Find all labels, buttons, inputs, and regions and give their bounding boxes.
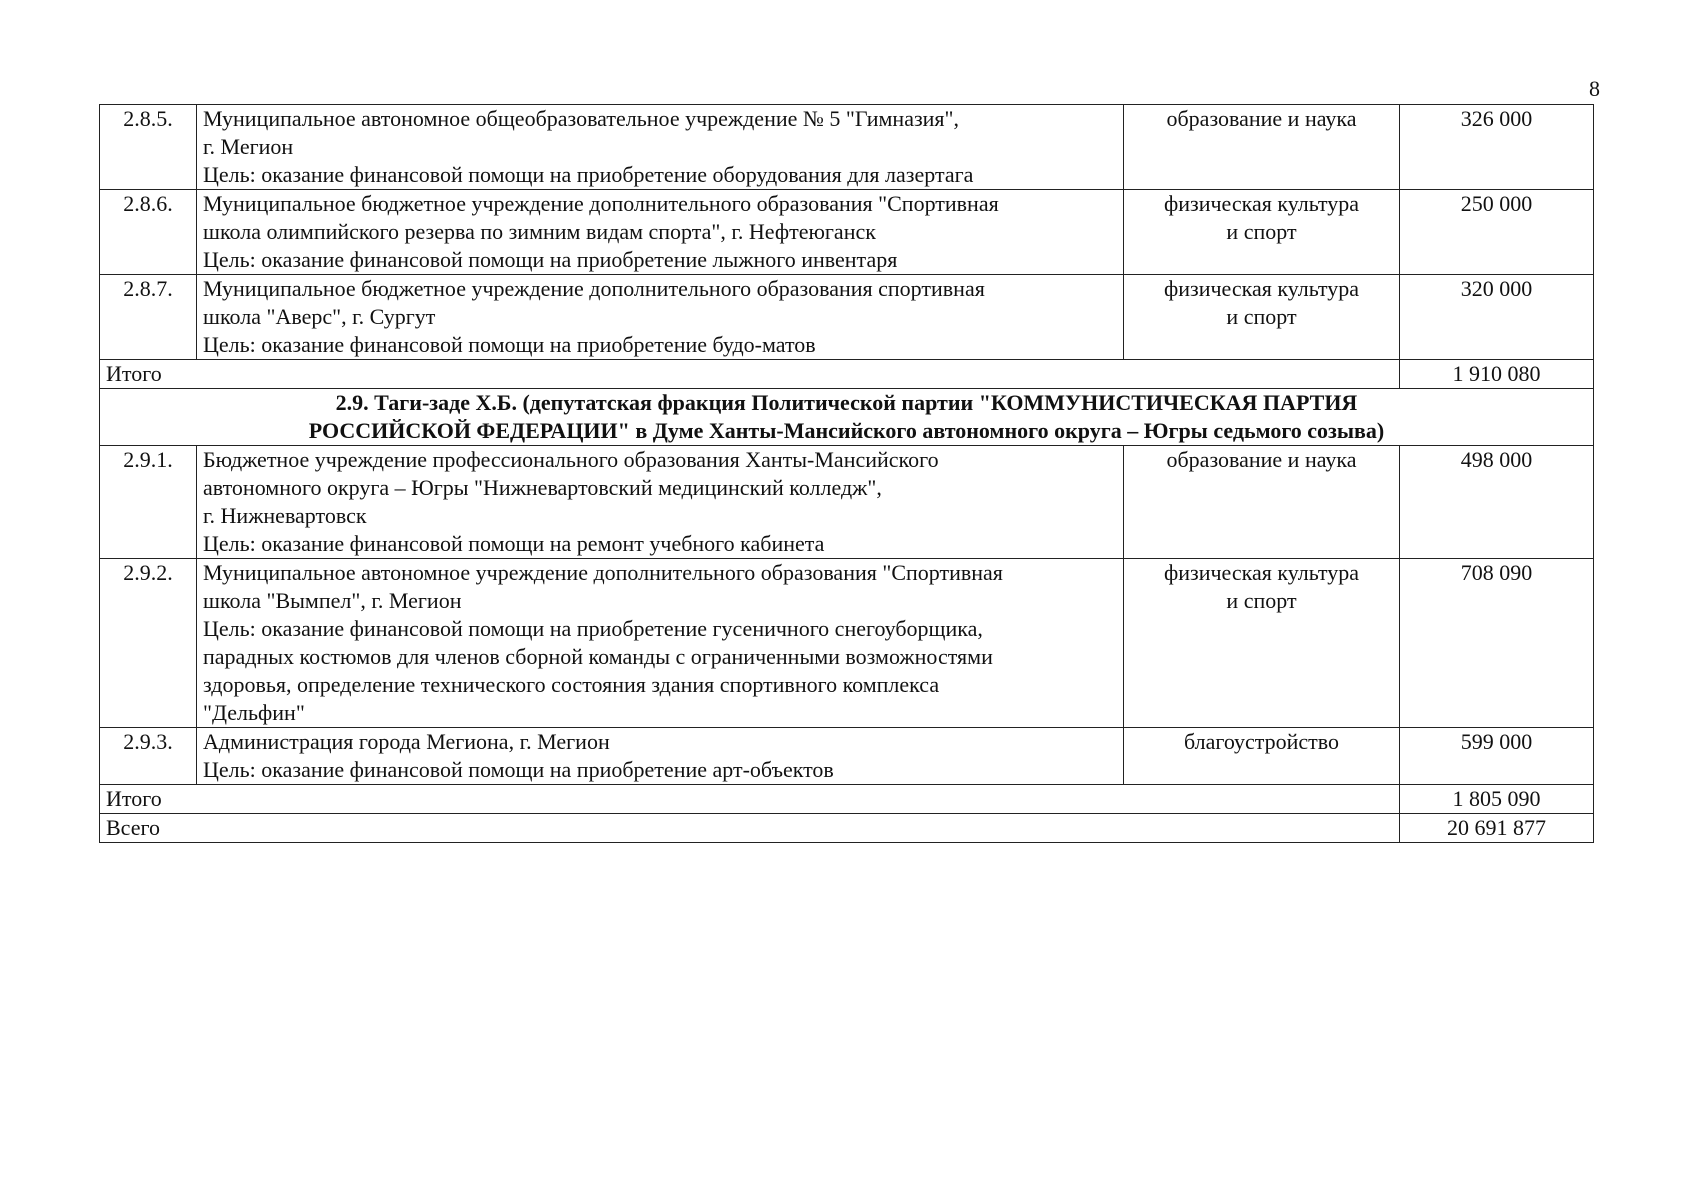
section-header: 2.9. Таги-заде Х.Б. (депутатская фракция Политической партии "КОММУНИСТИЧЕСКАЯ ПАРТИЯ РОССИЙСКОЙ ФЕДЕРАЦИИ" в Думе Ханты-Мансийского автономного округа – Югры седьмого созыва) [100,389,1594,446]
row-number: 2.8.6. [100,190,197,275]
row-category: образование и наука [1124,105,1400,190]
table-row [100,105,1594,190]
row-description: Муниципальное автономное учреждение дополнительного образования "Спортивная школа "Вымпел", г. Мегион Цель: оказание финансовой помощи на приобретение гусеничного снегоуборщика, парадных костюмов для членов сборной команды с ограниченными возможностями здоровья, определение технического состояния здания спортивного комплекса "Дельфин" [197,559,1124,728]
table-row [100,559,1594,728]
row-description: Муниципальное бюджетное учреждение дополнительного образования спортивная школа "Аверс", г. Сургут Цель: оказание финансовой помощи на приобретение будо-матов [197,275,1124,360]
row-amount: 708 090 [1400,559,1594,728]
row-category: физическая культура и спорт [1124,275,1400,360]
row-category: физическая культура и спорт [1124,190,1400,275]
row-category: благоустройство [1124,728,1400,785]
allocation-table [99,104,1594,843]
row-description: Администрация города Мегиона, г. Мегион Цель: оказание финансовой помощи на приобретение арт-объектов [197,728,1124,785]
grand-total-row [100,814,1594,843]
table-row [100,190,1594,275]
page-number: 8 [1589,76,1600,101]
grand-total-label: Всего [100,814,1400,843]
subtotal-label: Итого [100,785,1400,814]
row-category: физическая культура и спорт [1124,559,1400,728]
row-number: 2.8.7. [100,275,197,360]
row-amount: 250 000 [1400,190,1594,275]
row-amount: 599 000 [1400,728,1594,785]
row-number: 2.8.5. [100,105,197,190]
table-row [100,728,1594,785]
row-description: Бюджетное учреждение профессионального образования Ханты-Мансийского автономного округа – Югры "Нижневартовский медицинский колледж", г. Нижневартовск Цель: оказание финансовой помощи на ремонт учебного кабинета [197,446,1124,559]
row-amount: 498 000 [1400,446,1594,559]
subtotal-row [100,785,1594,814]
subtotal-amount: 1 805 090 [1400,785,1594,814]
row-amount: 320 000 [1400,275,1594,360]
table-row [100,446,1594,559]
grand-total-amount: 20 691 877 [1400,814,1594,843]
row-number: 2.9.2. [100,559,197,728]
subtotal-label: Итого [100,360,1400,389]
section-header-row [100,389,1594,446]
row-number: 2.9.1. [100,446,197,559]
table-row [100,275,1594,360]
row-description: Муниципальное бюджетное учреждение дополнительного образования "Спортивная школа олимпийского резерва по зимним видам спорта", г. Нефтеюганск Цель: оказание финансовой помощи на приобретение лыжного инвентаря [197,190,1124,275]
row-amount: 326 000 [1400,105,1594,190]
subtotal-row [100,360,1594,389]
subtotal-amount: 1 910 080 [1400,360,1594,389]
row-number: 2.9.3. [100,728,197,785]
row-description: Муниципальное автономное общеобразовательное учреждение № 5 "Гимназия", г. Мегион Цель: оказание финансовой помощи на приобретение оборудования для лазертага [197,105,1124,190]
row-category: образование и наука [1124,446,1400,559]
